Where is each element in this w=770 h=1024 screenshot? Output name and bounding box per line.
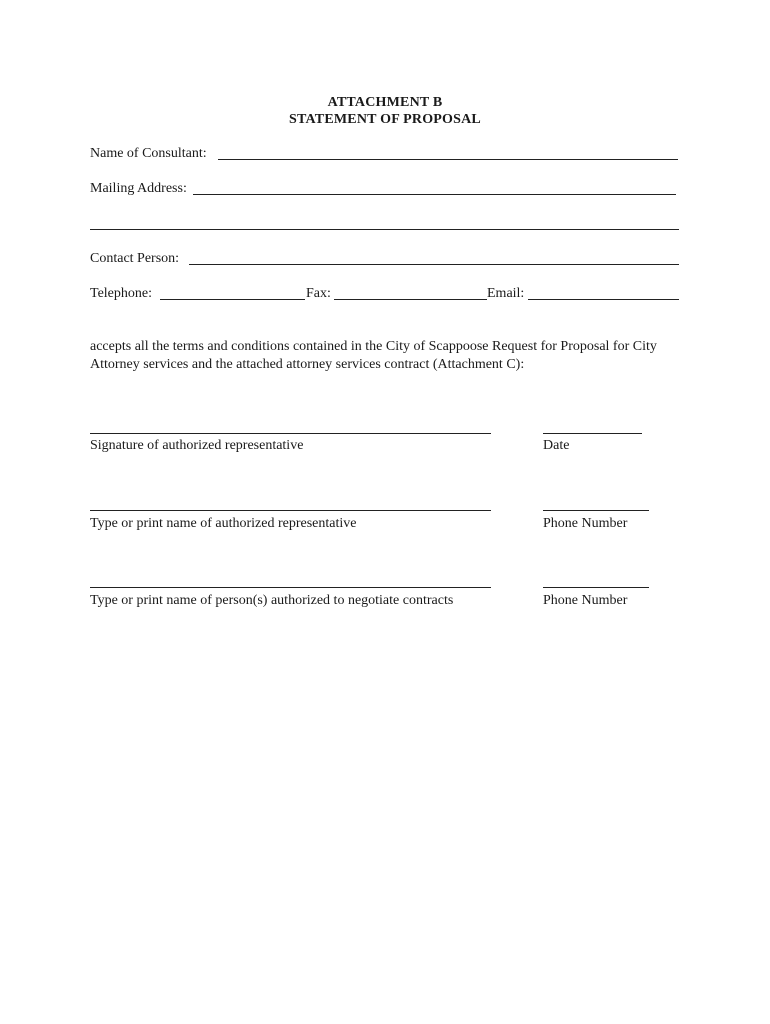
attachment-title: ATTACHMENT B: [327, 95, 443, 110]
signature-label: Signature of authorized representative: [90, 438, 304, 453]
print-name-label: Type or print name of authorized representative: [90, 516, 357, 531]
acceptance-statement: [90, 338, 685, 374]
consultant-field[interactable]: [218, 159, 678, 160]
phone-number-label-1: Phone Number: [543, 516, 628, 531]
negotiator-name-line[interactable]: [90, 587, 491, 588]
fax-label: Fax:: [306, 286, 331, 301]
print-name-line[interactable]: [90, 510, 491, 511]
telephone-label: Telephone:: [90, 286, 152, 301]
mailing-address-field-line2[interactable]: [90, 229, 679, 230]
statement-line-2: Attorney services and the attached attorney services contract (Attachment C):: [90, 357, 525, 372]
email-label: Email:: [487, 286, 525, 301]
mailing-address-field[interactable]: [193, 194, 676, 195]
contact-person-field[interactable]: [189, 264, 679, 265]
email-field[interactable]: [528, 299, 679, 300]
consultant-label: Name of Consultant:: [90, 146, 207, 161]
document-title: STATEMENT OF PROPOSAL: [289, 112, 481, 127]
phone-number-line-2[interactable]: [543, 587, 649, 588]
negotiator-name-label: Type or print name of person(s) authorized to negotiate contracts: [90, 593, 454, 608]
telephone-field[interactable]: [160, 299, 305, 300]
signature-line[interactable]: [90, 433, 491, 434]
statement-line-1: accepts all the terms and conditions contained in the City of Scappoose Request for Proposal for City: [90, 339, 657, 354]
phone-number-line-1[interactable]: [543, 510, 649, 511]
fax-field[interactable]: [334, 299, 487, 300]
mailing-address-label: Mailing Address:: [90, 181, 187, 196]
date-label: Date: [543, 438, 570, 453]
contact-person-label: Contact Person:: [90, 251, 180, 266]
phone-number-label-2: Phone Number: [543, 593, 628, 608]
date-line[interactable]: [543, 433, 642, 434]
